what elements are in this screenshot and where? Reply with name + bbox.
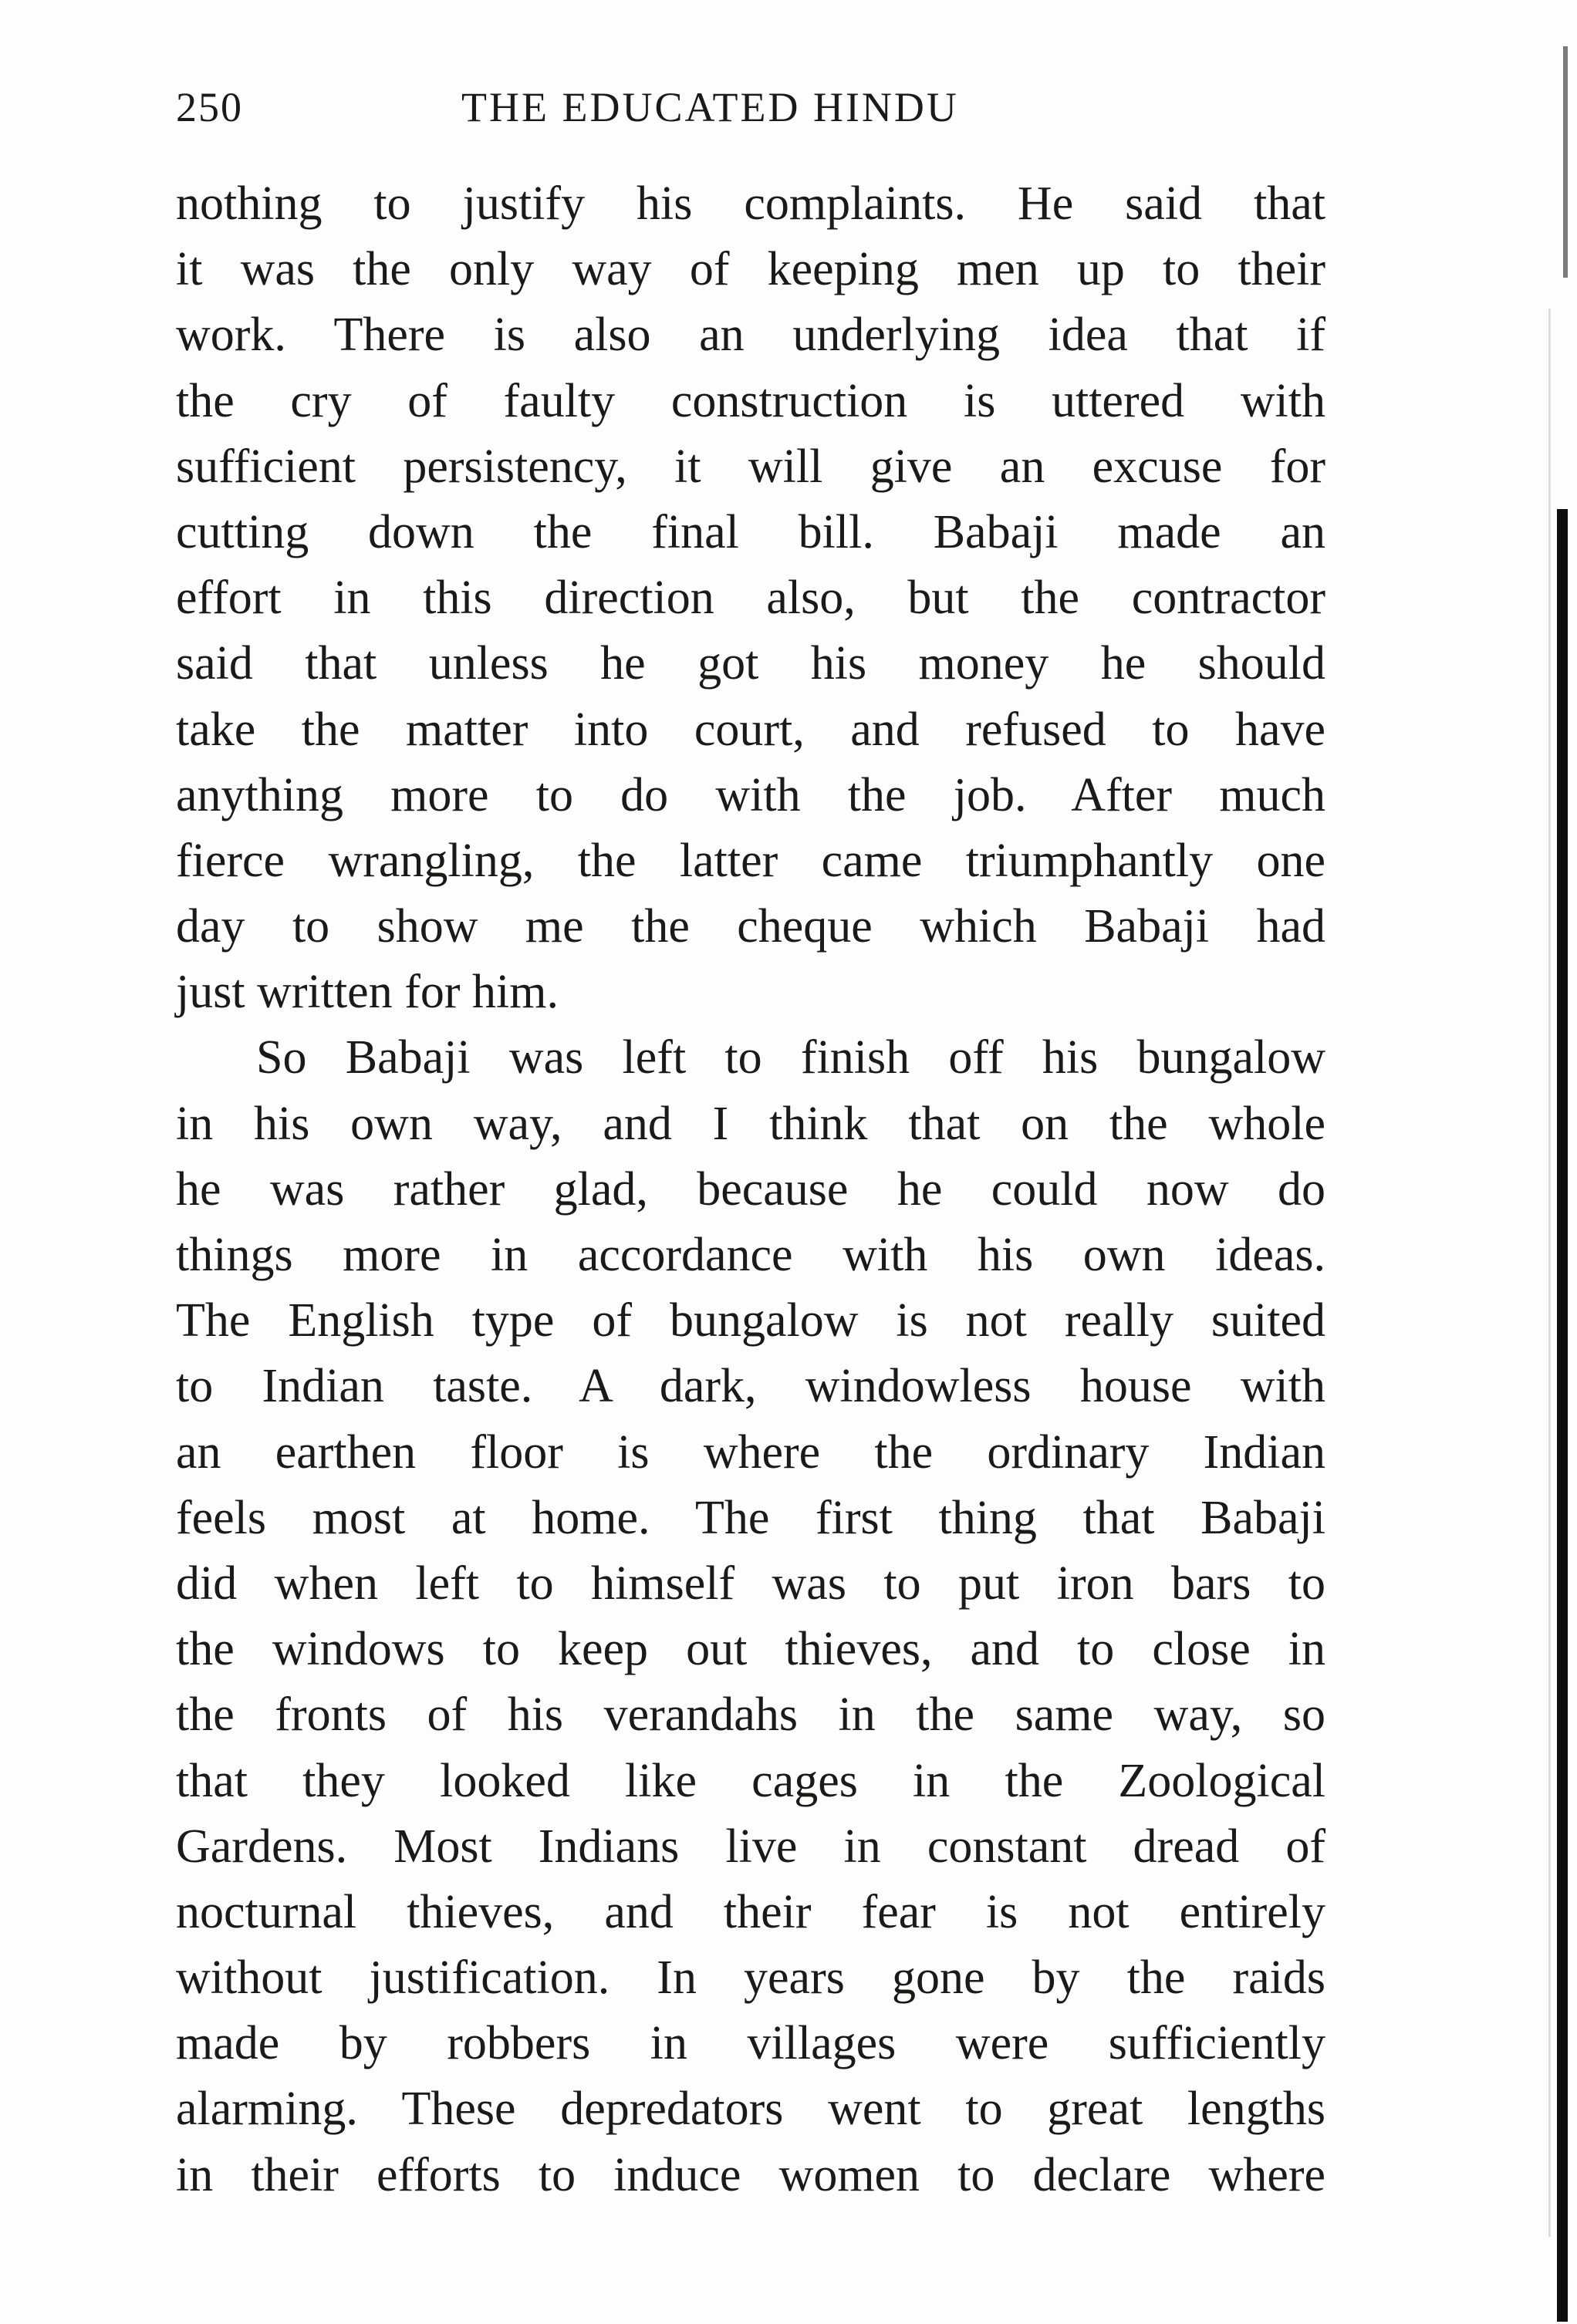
text-line: fierce wrangling, the latter came triumphantly one [176, 834, 1325, 887]
body-text [176, 171, 1325, 2208]
page-number: 250 [176, 84, 243, 130]
text-line: feels most at home. The first thing that Babaji [176, 1491, 1325, 1544]
text-line: said that unless he got his money he should [176, 637, 1325, 690]
page-edge-line [1548, 309, 1551, 2237]
text-line: to Indian taste. A dark, windowless house with [176, 1360, 1325, 1413]
text-line: just written for him. [176, 966, 559, 1019]
text-line: nothing to justify his complaints. He said that [176, 177, 1325, 230]
text-line: an earthen floor is where the ordinary Indian [176, 1425, 1325, 1479]
text-line: The English type of bungalow is not really suited [176, 1294, 1325, 1348]
text-line: anything more to do with the job. After much [176, 768, 1325, 821]
text-line: effort in this direction also, but the contractor [176, 572, 1325, 625]
text-line: Gardens. Most Indians live in constant dread of [176, 1820, 1325, 1873]
text-line: take the matter into court, and refused to have [176, 703, 1325, 756]
page-edge-shadow [1563, 46, 1568, 278]
text-line: the cry of faulty construction is uttered with [176, 374, 1325, 427]
text-line: nocturnal thieves, and their fear is not entirely [176, 1885, 1325, 1938]
text-line: work. There is also an underlying idea that if [176, 309, 1325, 362]
text-line: cutting down the final bill. Babaji made an [176, 505, 1325, 558]
text-line: in their efforts to induce women to declare where [176, 2148, 1325, 2201]
text-line: made by robbers in villages were sufficiently [176, 2017, 1325, 2070]
text-line: day to show me the cheque which Babaji had [176, 900, 1325, 953]
text-line: did when left to himself was to put iron bars to [176, 1557, 1325, 1610]
text-line: the fronts of his verandahs in the same way, so [176, 1688, 1325, 1742]
text-line: in his own way, and I think that on the whole [176, 1097, 1325, 1150]
text-line: So Babaji was left to finish off his bungalow [256, 1031, 1325, 1084]
book-title: THE EDUCATED HINDU [461, 84, 959, 130]
text-line: he was rather glad, because he could now do [176, 1162, 1325, 1216]
text-line: things more in accordance with his own ideas. [176, 1229, 1325, 1281]
text-line: the windows to keep out thieves, and to close in [176, 1623, 1325, 1676]
text-line: that they looked like cages in the Zoological [176, 1754, 1325, 1807]
text-line: it was the only way of keeping men up to their [176, 243, 1325, 296]
text-line: without justification. In years gone by the raids [176, 1951, 1325, 2005]
page-edge-shadow [1557, 509, 1568, 2322]
running-head [176, 83, 1325, 145]
text-line: sufficient persistency, it will give an excuse for [176, 440, 1325, 493]
text-line: alarming. These depredators went to great lengths [176, 2083, 1325, 2136]
